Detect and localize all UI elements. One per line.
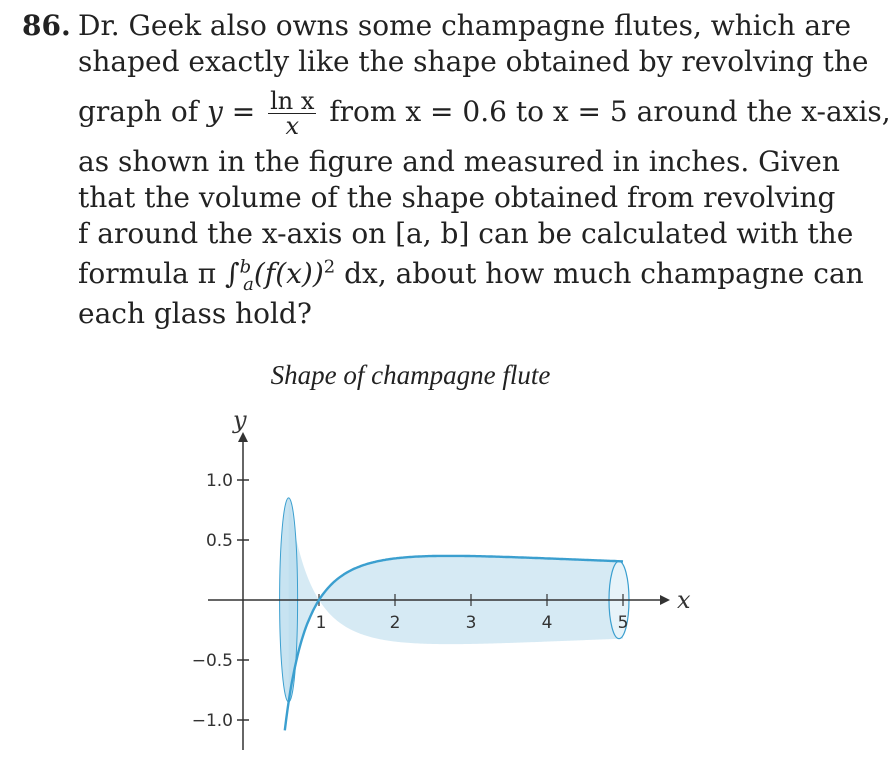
- integral-lower-limit: a: [243, 273, 254, 295]
- problem-86: [22, 8, 891, 332]
- problem-line-4: as shown in the figure and measured in inches. Given: [78, 145, 840, 178]
- problem-line-8: each glass hold?: [78, 297, 312, 330]
- problem-line-2: shaped exactly like the shape obtained by revolving the: [78, 45, 869, 78]
- x-axis-arrow: [660, 595, 670, 605]
- fraction-numerator: ln x: [270, 87, 315, 115]
- problem-line-6: f around the x-axis on [a, b] can be calculated with the: [78, 217, 854, 250]
- y-axis-label: y: [233, 406, 247, 434]
- formula-end: dx, about how much champagne can: [335, 257, 864, 290]
- y-tick-label: 1.0: [205, 471, 233, 491]
- x-tick-label: 5: [617, 613, 629, 633]
- x-tick-label: 2: [389, 613, 401, 633]
- y-tick-label: 0.5: [205, 531, 233, 551]
- y-variable: y: [207, 95, 223, 128]
- exponent-two: 2: [323, 256, 336, 278]
- equals-sign: =: [222, 95, 256, 128]
- champagne-flute-figure: [0, 400, 821, 776]
- fraction-lnx-over-x: [268, 89, 316, 138]
- x-axis-label: x: [677, 586, 691, 614]
- problem-line-7: [78, 252, 864, 296]
- figure-title: Shape of champagne flute: [270, 360, 551, 390]
- problem-text: [78, 8, 891, 332]
- y-tick-label: −1.0: [191, 711, 233, 731]
- formula-start: formula π ∫: [78, 257, 240, 290]
- x-tick-label: 3: [465, 613, 477, 633]
- problem-line-3: [78, 80, 891, 144]
- fraction-denominator: x: [285, 112, 300, 140]
- graph-of-text: graph of: [78, 95, 199, 128]
- x-tick-label: 1: [315, 613, 327, 633]
- range-text: from x = 0.6 to x = 5 around the x-axis,: [329, 95, 891, 128]
- problem-number: 86.: [22, 9, 71, 42]
- problem-line-5: that the volume of the shape obtained from revolving: [78, 181, 836, 214]
- problem-line-1: Dr. Geek also owns some champagne flutes, which are: [78, 9, 852, 42]
- integral-upper-limit: b: [239, 256, 252, 278]
- integrand: (f(x)): [253, 257, 324, 290]
- y-tick-label: −0.5: [191, 651, 233, 671]
- x-tick-label: 4: [541, 613, 553, 633]
